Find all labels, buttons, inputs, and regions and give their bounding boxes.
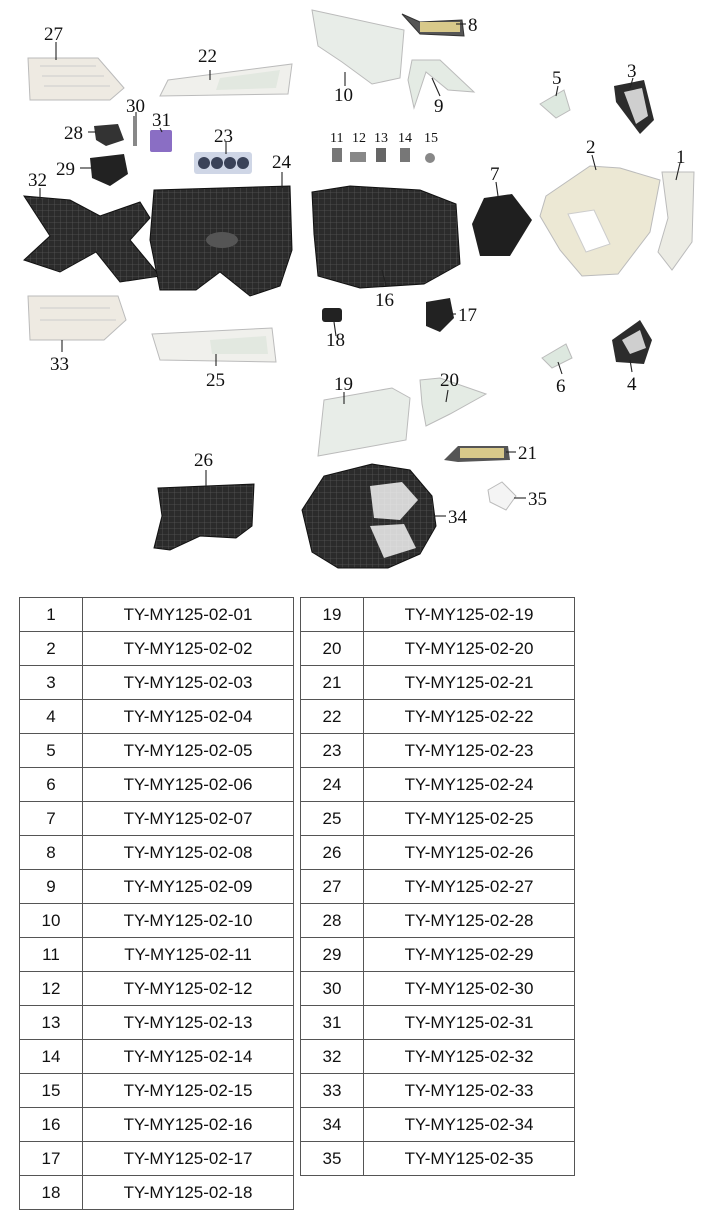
part-code: TY-MY125-02-27 xyxy=(364,870,575,904)
part-number: 25 xyxy=(301,802,364,836)
part-code: TY-MY125-02-35 xyxy=(364,1142,575,1176)
part-28-latch xyxy=(94,124,124,146)
table-row xyxy=(301,1006,575,1040)
part-18-grip xyxy=(322,308,342,322)
table-row xyxy=(20,734,294,768)
table-row xyxy=(20,1176,294,1210)
part-code: TY-MY125-02-06 xyxy=(83,768,294,802)
part-number: 34 xyxy=(301,1108,364,1142)
callout-33: 33 xyxy=(50,354,69,375)
part-number: 14 xyxy=(20,1040,83,1074)
callout-5: 5 xyxy=(552,68,562,89)
callout-20: 20 xyxy=(440,370,459,391)
table-row xyxy=(301,870,575,904)
part-number: 19 xyxy=(301,598,364,632)
table-row xyxy=(301,734,575,768)
part-code: TY-MY125-02-09 xyxy=(83,870,294,904)
table-row xyxy=(301,1040,575,1074)
table-row xyxy=(301,666,575,700)
part-code: TY-MY125-02-21 xyxy=(364,666,575,700)
part-code: TY-MY125-02-03 xyxy=(83,666,294,700)
part-number: 35 xyxy=(301,1142,364,1176)
part-code: TY-MY125-02-30 xyxy=(364,972,575,1006)
callout-12: 12 xyxy=(352,131,366,146)
part-number: 28 xyxy=(301,904,364,938)
callout-28: 28 xyxy=(64,123,83,144)
parts-table-right xyxy=(300,597,575,1176)
callout-3: 3 xyxy=(627,61,637,82)
part-code: TY-MY125-02-23 xyxy=(364,734,575,768)
part-code: TY-MY125-02-33 xyxy=(364,1074,575,1108)
callout-19: 19 xyxy=(334,374,353,395)
table-row xyxy=(20,768,294,802)
part-code: TY-MY125-02-07 xyxy=(83,802,294,836)
table-row xyxy=(20,700,294,734)
part-32-frame-cover xyxy=(24,196,160,282)
table-row xyxy=(20,1142,294,1176)
table-row xyxy=(20,972,294,1006)
table-row xyxy=(301,1074,575,1108)
callout-11: 11 xyxy=(330,131,344,146)
part-number: 16 xyxy=(20,1108,83,1142)
part-31-bracket xyxy=(150,130,172,152)
table-row xyxy=(20,1108,294,1142)
callout-13: 13 xyxy=(374,131,388,146)
part-7-front-cover xyxy=(472,194,532,256)
callout-16: 16 xyxy=(375,290,394,311)
callout-27: 27 xyxy=(44,24,63,45)
part-26-floor-mat xyxy=(154,484,254,550)
table-row xyxy=(301,836,575,870)
part-8-light xyxy=(402,14,464,36)
callout-6: 6 xyxy=(556,376,566,397)
table-row xyxy=(301,768,575,802)
part-code: TY-MY125-02-13 xyxy=(83,1006,294,1040)
part-35-clip xyxy=(488,482,516,510)
part-16-inner-body xyxy=(312,186,460,288)
part-number: 8 xyxy=(20,836,83,870)
part-number: 6 xyxy=(20,768,83,802)
table-row xyxy=(20,1040,294,1074)
part-code: TY-MY125-02-01 xyxy=(83,598,294,632)
table-row xyxy=(20,1074,294,1108)
part-number: 13 xyxy=(20,1006,83,1040)
part-code: TY-MY125-02-10 xyxy=(83,904,294,938)
callout-21: 21 xyxy=(518,443,537,464)
part-2-front-fairing xyxy=(540,166,660,276)
part-24-floor-frame xyxy=(150,186,292,296)
callout-10: 10 xyxy=(334,85,353,106)
callout-26: 26 xyxy=(194,450,213,471)
part-number: 23 xyxy=(301,734,364,768)
part-22-floor-panel xyxy=(160,64,292,96)
part-19-panel xyxy=(318,388,410,456)
part-code: TY-MY125-02-20 xyxy=(364,632,575,666)
callout-1: 1 xyxy=(676,147,686,168)
part-27-side-cover xyxy=(28,58,124,100)
table-row xyxy=(20,632,294,666)
part-number: 24 xyxy=(301,768,364,802)
part-number: 10 xyxy=(20,904,83,938)
table-row xyxy=(20,598,294,632)
callout-30: 30 xyxy=(126,96,145,117)
table-row xyxy=(301,1108,575,1142)
part-number: 21 xyxy=(301,666,364,700)
callout-34: 34 xyxy=(448,507,467,528)
part-21-light xyxy=(444,446,510,462)
part-code: TY-MY125-02-32 xyxy=(364,1040,575,1074)
part-34-underbody xyxy=(302,464,436,568)
part-number: 26 xyxy=(301,836,364,870)
part-number: 11 xyxy=(20,938,83,972)
part-code: TY-MY125-02-12 xyxy=(83,972,294,1006)
table-row xyxy=(301,598,575,632)
part-number: 33 xyxy=(301,1074,364,1108)
part-3-turn-signal xyxy=(614,80,654,134)
part-number: 9 xyxy=(20,870,83,904)
part-23-caps xyxy=(194,152,252,174)
callout-24: 24 xyxy=(272,152,291,173)
table-row xyxy=(20,904,294,938)
part-4-turn-signal xyxy=(612,320,652,364)
part-code: TY-MY125-02-15 xyxy=(83,1074,294,1108)
part-code: TY-MY125-02-11 xyxy=(83,938,294,972)
table-row xyxy=(301,632,575,666)
part-code: TY-MY125-02-08 xyxy=(83,836,294,870)
part-code: TY-MY125-02-17 xyxy=(83,1142,294,1176)
callout-29: 29 xyxy=(56,159,75,180)
part-number: 7 xyxy=(20,802,83,836)
callout-17: 17 xyxy=(458,305,477,326)
part-code: TY-MY125-02-05 xyxy=(83,734,294,768)
exploded-parts-diagram xyxy=(0,0,707,580)
part-number: 20 xyxy=(301,632,364,666)
callout-15: 15 xyxy=(424,131,438,146)
part-code: TY-MY125-02-26 xyxy=(364,836,575,870)
part-6-small-trim xyxy=(542,344,572,368)
callout-7: 7 xyxy=(490,164,500,185)
part-code: TY-MY125-02-19 xyxy=(364,598,575,632)
table-row xyxy=(20,836,294,870)
part-number: 31 xyxy=(301,1006,364,1040)
callout-31: 31 xyxy=(152,110,171,131)
part-29-cover xyxy=(90,154,128,186)
part-number: 12 xyxy=(20,972,83,1006)
part-code: TY-MY125-02-34 xyxy=(364,1108,575,1142)
part-code: TY-MY125-02-22 xyxy=(364,700,575,734)
table-row xyxy=(20,938,294,972)
part-code: TY-MY125-02-24 xyxy=(364,768,575,802)
part-code: TY-MY125-02-14 xyxy=(83,1040,294,1074)
table-row xyxy=(301,802,575,836)
part-number: 5 xyxy=(20,734,83,768)
callout-4: 4 xyxy=(627,374,637,395)
callout-25: 25 xyxy=(206,370,225,391)
callout-2: 2 xyxy=(586,137,596,158)
part-code: TY-MY125-02-31 xyxy=(364,1006,575,1040)
part-code: TY-MY125-02-16 xyxy=(83,1108,294,1142)
part-number: 22 xyxy=(301,700,364,734)
part-5-small-trim xyxy=(540,90,570,118)
part-code: TY-MY125-02-28 xyxy=(364,904,575,938)
callout-32: 32 xyxy=(28,170,47,191)
part-number: 17 xyxy=(20,1142,83,1176)
table-row xyxy=(20,870,294,904)
part-number: 18 xyxy=(20,1176,83,1210)
table-row xyxy=(301,904,575,938)
callout-9: 9 xyxy=(434,96,444,117)
part-30-pin xyxy=(133,116,137,146)
table-row xyxy=(20,802,294,836)
part-number: 29 xyxy=(301,938,364,972)
table-row xyxy=(20,1006,294,1040)
callout-8: 8 xyxy=(468,15,478,36)
part-33-lower-cover xyxy=(28,296,126,340)
part-1-side-trim xyxy=(658,172,694,270)
part-code: TY-MY125-02-25 xyxy=(364,802,575,836)
callout-35: 35 xyxy=(528,489,547,510)
table-row xyxy=(301,938,575,972)
part-10-front-panel xyxy=(312,10,404,84)
table-row xyxy=(301,1142,575,1176)
part-number: 3 xyxy=(20,666,83,700)
callout-22: 22 xyxy=(198,46,217,67)
part-number: 1 xyxy=(20,598,83,632)
parts-table-left xyxy=(19,597,294,1210)
part-number: 2 xyxy=(20,632,83,666)
table-row xyxy=(301,700,575,734)
callout-18: 18 xyxy=(326,330,345,351)
callout-14: 14 xyxy=(398,131,412,146)
part-code: TY-MY125-02-04 xyxy=(83,700,294,734)
callout-23: 23 xyxy=(214,126,233,147)
part-number: 32 xyxy=(301,1040,364,1074)
part-code: TY-MY125-02-18 xyxy=(83,1176,294,1210)
part-17-small-cover xyxy=(426,298,454,332)
part-number: 15 xyxy=(20,1074,83,1108)
parts-11-15-clips xyxy=(332,148,435,163)
part-number: 27 xyxy=(301,870,364,904)
part-25-lower-panel xyxy=(152,328,276,362)
part-code: TY-MY125-02-02 xyxy=(83,632,294,666)
part-code: TY-MY125-02-29 xyxy=(364,938,575,972)
part-number: 30 xyxy=(301,972,364,1006)
table-row xyxy=(301,972,575,1006)
part-number: 4 xyxy=(20,700,83,734)
table-row xyxy=(20,666,294,700)
